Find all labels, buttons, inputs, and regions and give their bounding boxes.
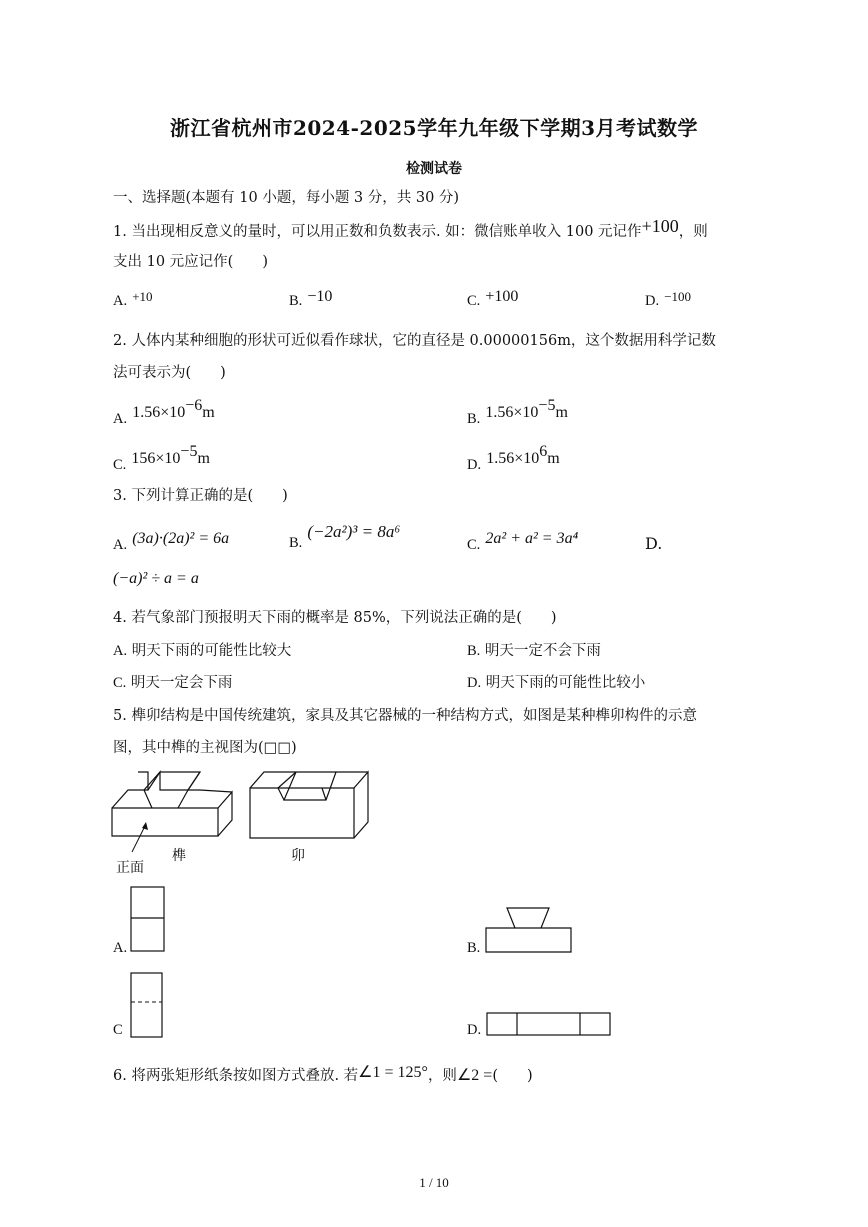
mortise-label: 卯 [291, 848, 305, 864]
question-5-line1: 5. 榫卯结构是中国传统建筑，家具及其它器械的一种结构方式，如图是某种榫卯构件的示意 [113, 708, 697, 724]
tenon-notch [148, 772, 200, 790]
question-3-line1: 3. 下列计算正确的是( ) [113, 488, 288, 504]
question-1-text-end: ，则 [678, 224, 708, 240]
mortise-right [354, 772, 368, 838]
question-4-option-b[interactable]: B. 明天一定不会下雨 [467, 643, 601, 659]
question-2-line1: 2. 人体内某种细胞的形状可近似看作球状，它的直径是 0.00000156m，这个数据用科学记数 [113, 333, 716, 349]
tenon-top-left [112, 772, 148, 808]
question-4-option-c[interactable]: C. 明天一定会下雨 [113, 675, 233, 691]
question-2-line2: 法可表示为( ) [113, 365, 226, 381]
question-4-line1: 4. 若气象部门预报明天下雨的概率是 85%，下列说法正确的是( ) [113, 610, 557, 626]
tenon-mortise-figure [108, 766, 398, 876]
tenon-top-right [218, 792, 232, 836]
option-d-figure [486, 1012, 614, 1038]
question-2-option-c[interactable]: C. $156\times 10^{-5}m$ [113, 443, 210, 473]
question-3-option-d-letter[interactable]: D. [645, 534, 663, 553]
question-1-option-d[interactable]: D. $^{-100}$ [645, 289, 692, 309]
question-1-math: +100 [641, 216, 679, 236]
angle1-expr: ∠1 = 125° [358, 1064, 428, 1081]
question-3-option-d[interactable]: (−a)² ÷ a = a [113, 570, 199, 587]
option-c-figure [130, 972, 166, 1038]
question-2-option-a[interactable]: A. $1.56\times 10^{-6}m$ [113, 397, 215, 427]
question-5-line2: 图，其中榫的主视图为(□□) [113, 740, 297, 756]
front-label: 正面 [116, 860, 144, 876]
option-a-figure [130, 886, 166, 952]
question-6-line1: 6. 将两张矩形纸条按如图方式叠放. 若∠1 = 125°，则∠2 =( ) [113, 1064, 533, 1084]
page-subtitle: 检测试卷 [406, 161, 462, 177]
question-5-option-c[interactable]: C [113, 1022, 123, 1038]
mortise-front-face [250, 788, 354, 838]
question-1-option-c[interactable]: C. +100 [467, 288, 519, 309]
page-title: 浙江省杭州市2024-2025学年九年级下学期3月考试数学 [169, 116, 699, 140]
question-1-option-a[interactable]: A. $^{+10}$ [113, 289, 153, 309]
page-number: 1 / 10 [419, 1175, 449, 1190]
option-b-figure [485, 906, 575, 954]
question-5-option-b[interactable]: B. [467, 940, 481, 956]
question-1-option-b[interactable]: B. −10 [289, 288, 333, 309]
question-3-option-c[interactable]: C. 2a² + a² = 3a⁴ [467, 530, 579, 553]
question-1-line1 [113, 216, 708, 242]
tenon-front-face [112, 808, 218, 836]
angle2-expr: ∠2 = [456, 1067, 493, 1084]
tenon-label: 榫 [172, 848, 186, 864]
question-5-option-d[interactable]: D. [467, 1022, 482, 1038]
question-2-option-d[interactable]: D. $1.56\times 10^6m$ [467, 443, 560, 473]
section-heading: 一、选择题(本题有 10 小题，每小题 3 分，共 30 分) [113, 190, 460, 206]
question-4-option-a[interactable]: A. 明天下雨的可能性比较大 [113, 643, 292, 659]
question-1-text: 1. 当出现相反意义的量时，可以用正数和负数表示. 如：微信账单收入 100 元记作 [113, 224, 642, 240]
question-2-option-b[interactable]: B. $1.56\times 10^{-5}m$ [467, 397, 568, 427]
question-1-line2: 支出 10 元应记作( ) [113, 254, 268, 270]
question-3-option-a[interactable]: A. (3a)·(2a)² = 6a [113, 530, 230, 553]
question-5-option-a[interactable]: A. [113, 940, 128, 956]
question-3-option-b[interactable]: B. (−2a²)³ = 8a⁶ [289, 522, 401, 551]
question-4-option-d[interactable]: D. 明天下雨的可能性比较小 [467, 675, 646, 691]
